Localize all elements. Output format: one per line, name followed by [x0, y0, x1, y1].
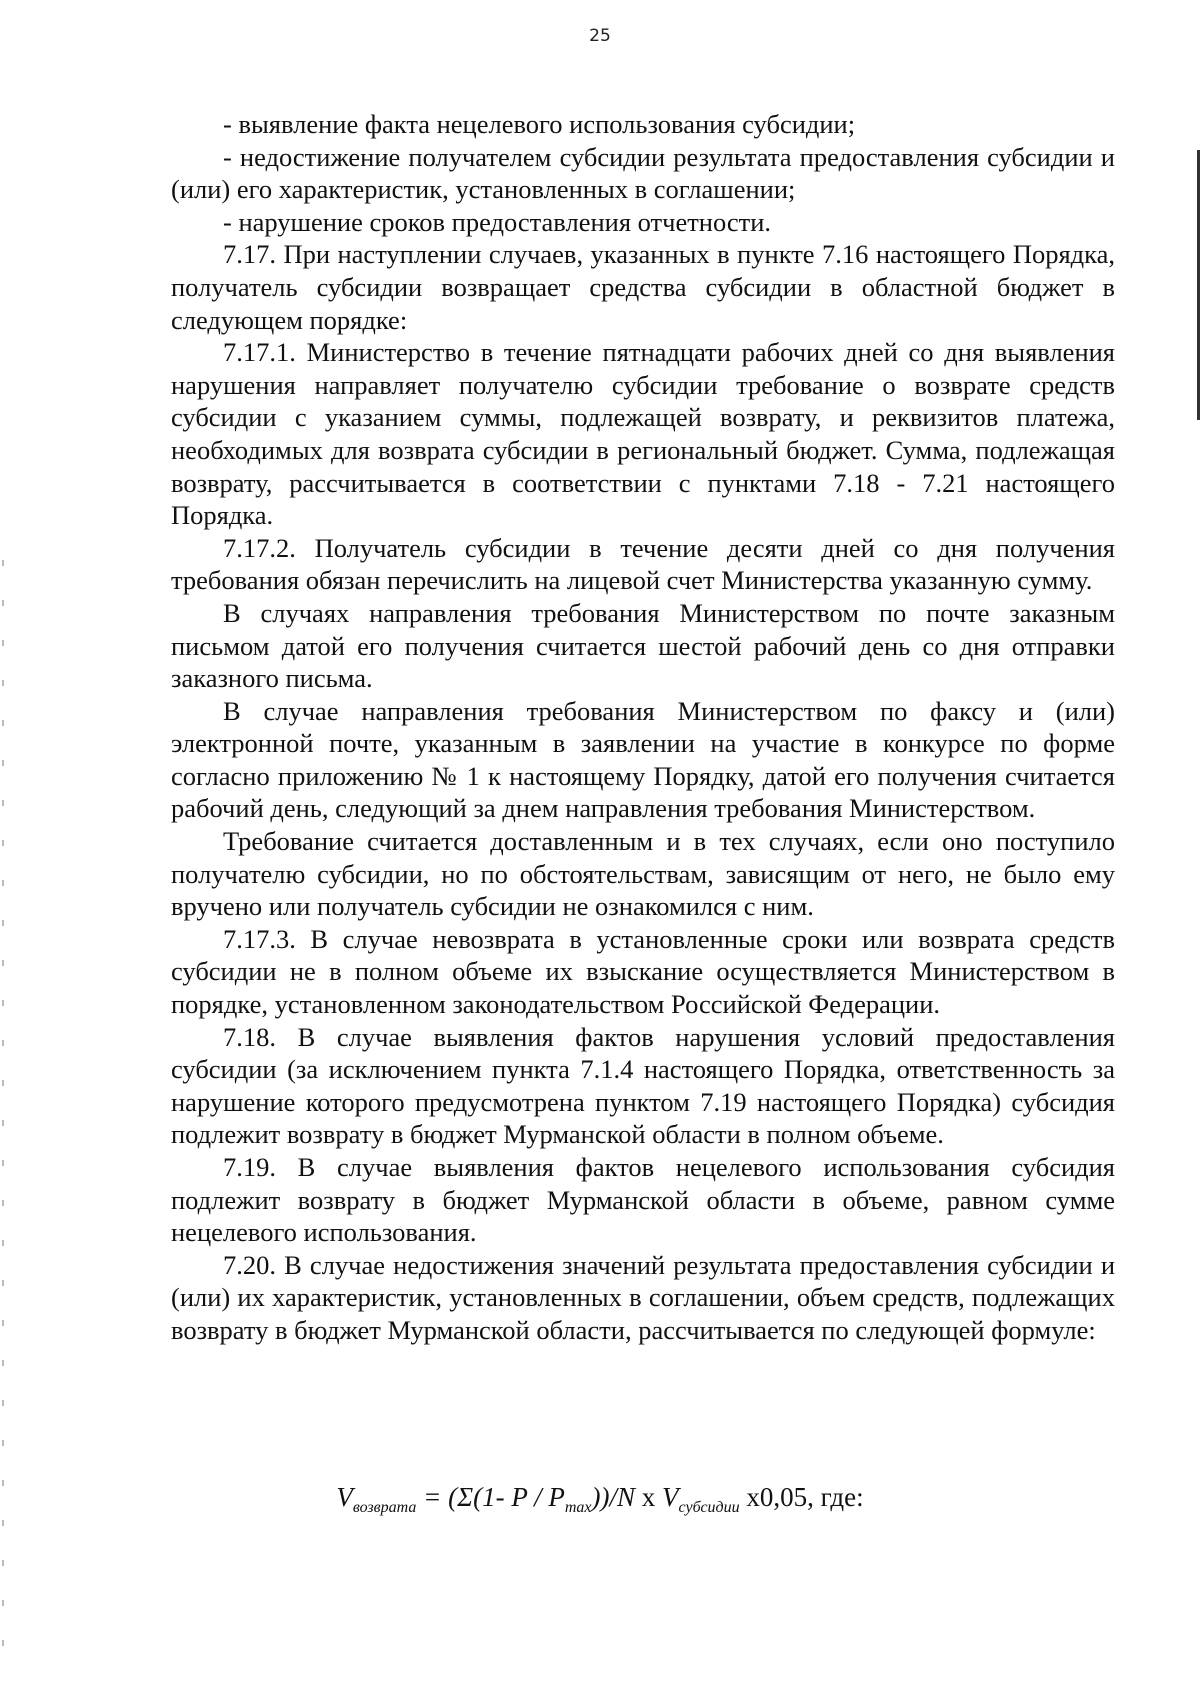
paragraph-bullet-3: - нарушение сроков предоставления отчетности.	[223, 206, 772, 237]
formula-v-subscript: возврата	[352, 1499, 417, 1516]
paragraph-7-18: 7.18. В случае выявления фактов нарушения условий предоставления субсидии (за исключением пункта 7.1.4 настоящего Порядка, ответственность за нарушение которого предусмотрена пунктом 7.19 настоящего Порядка) субсидия подлежит возврату в бюджет Мурманской области в полном объеме.	[171, 1021, 1115, 1150]
formula	[0, 1482, 1200, 1516]
paragraph-7-19: 7.19. В случае выявления фактов нецелевого использования субсидия подлежит возврату в бюджет Мурманской области в объеме, равном сумме нецелевого использования.	[171, 1152, 1115, 1248]
paragraph-7-17-1: 7.17.1. Министерство в течение пятнадцати рабочих дней со дня выявления нарушения направляет получателю субсидии требование о возврате средств субсидии с указанием суммы, подлежащей возврату, и реквизитов платежа, необходимых для возврата субсидии в региональный бюджет. Сумма, подлежащая возврату, рассчитывается в соответствии с пунктами 7.18 - 7.21 настоящего Порядка.	[171, 337, 1115, 531]
formula-sum-part: = (Σ(1- P / P	[416, 1482, 565, 1512]
formula-v: V	[336, 1482, 353, 1512]
formula-v-subsidy-subscript: субсидии	[678, 1499, 740, 1516]
paragraph-7-17-2: 7.17.2. Получатель субсидии в течение десяти дней со дня получения требования обязан перечислить на лицевой счет Министерства указанную сумму.	[171, 532, 1115, 596]
paragraph-delivered: Требование считается доставленным и в тех случаях, если оно поступило получателю субсидии, но по обстоятельствам, зависящим от него, не было ему вручено или получатель субсидии не ознакомился с ним.	[171, 826, 1115, 922]
formula-pmax-subscript: max	[564, 1499, 592, 1516]
formula-v-subsidy: V	[662, 1482, 679, 1512]
document-body	[171, 108, 1115, 1347]
paragraph-bullet-1: - выявление факта нецелевого использования субсидии;	[223, 109, 856, 139]
paragraph-bullet-2: - недостижение получателем субсидии результата предоставления субсидии и (или) его характеристик, установленных в соглашении;	[171, 141, 1115, 205]
paragraph-7-17: 7.17. При наступлении случаев, указанных в пункте 7.16 настоящего Порядка, получатель субсидии возвращает средства субсидии в областной бюджет в следующем порядке:	[171, 239, 1115, 335]
formula-times: x	[635, 1482, 663, 1512]
page-number: 25	[589, 26, 611, 46]
paragraph-registered-mail: В случаях направления требования Министерством по почте заказным письмом датой его получения считается шестой рабочий день со дня отправки заказного письма.	[171, 597, 1115, 694]
paragraph-7-17-3: 7.17.3. В случае невозврата в установленные сроки или возврата средств субсидии не в полном объеме их взыскание осуществляется Министерством в порядке, установленном законодательством Российской Федерации.	[171, 923, 1115, 1020]
formula-divide-n: ))/N	[591, 1482, 636, 1512]
formula-tail: x0,05, где:	[739, 1482, 864, 1512]
paragraph-7-20: 7.20. В случае недостижения значений результата предоставления субсидии и (или) их характеристик, установленных в соглашении, объем средств, подлежащих возврату в бюджет Мурманской области, рассчитывается по следующей формуле:	[171, 1249, 1115, 1345]
paragraph-fax-email: В случае направления требования Министерством по факсу и (или) электронной почте, указанным в заявлении на участие в конкурсе по форме согласно приложению № 1 к настоящему Порядку, датой его получения считается рабочий день, следующий за днем направления требования Министерством.	[171, 695, 1115, 824]
